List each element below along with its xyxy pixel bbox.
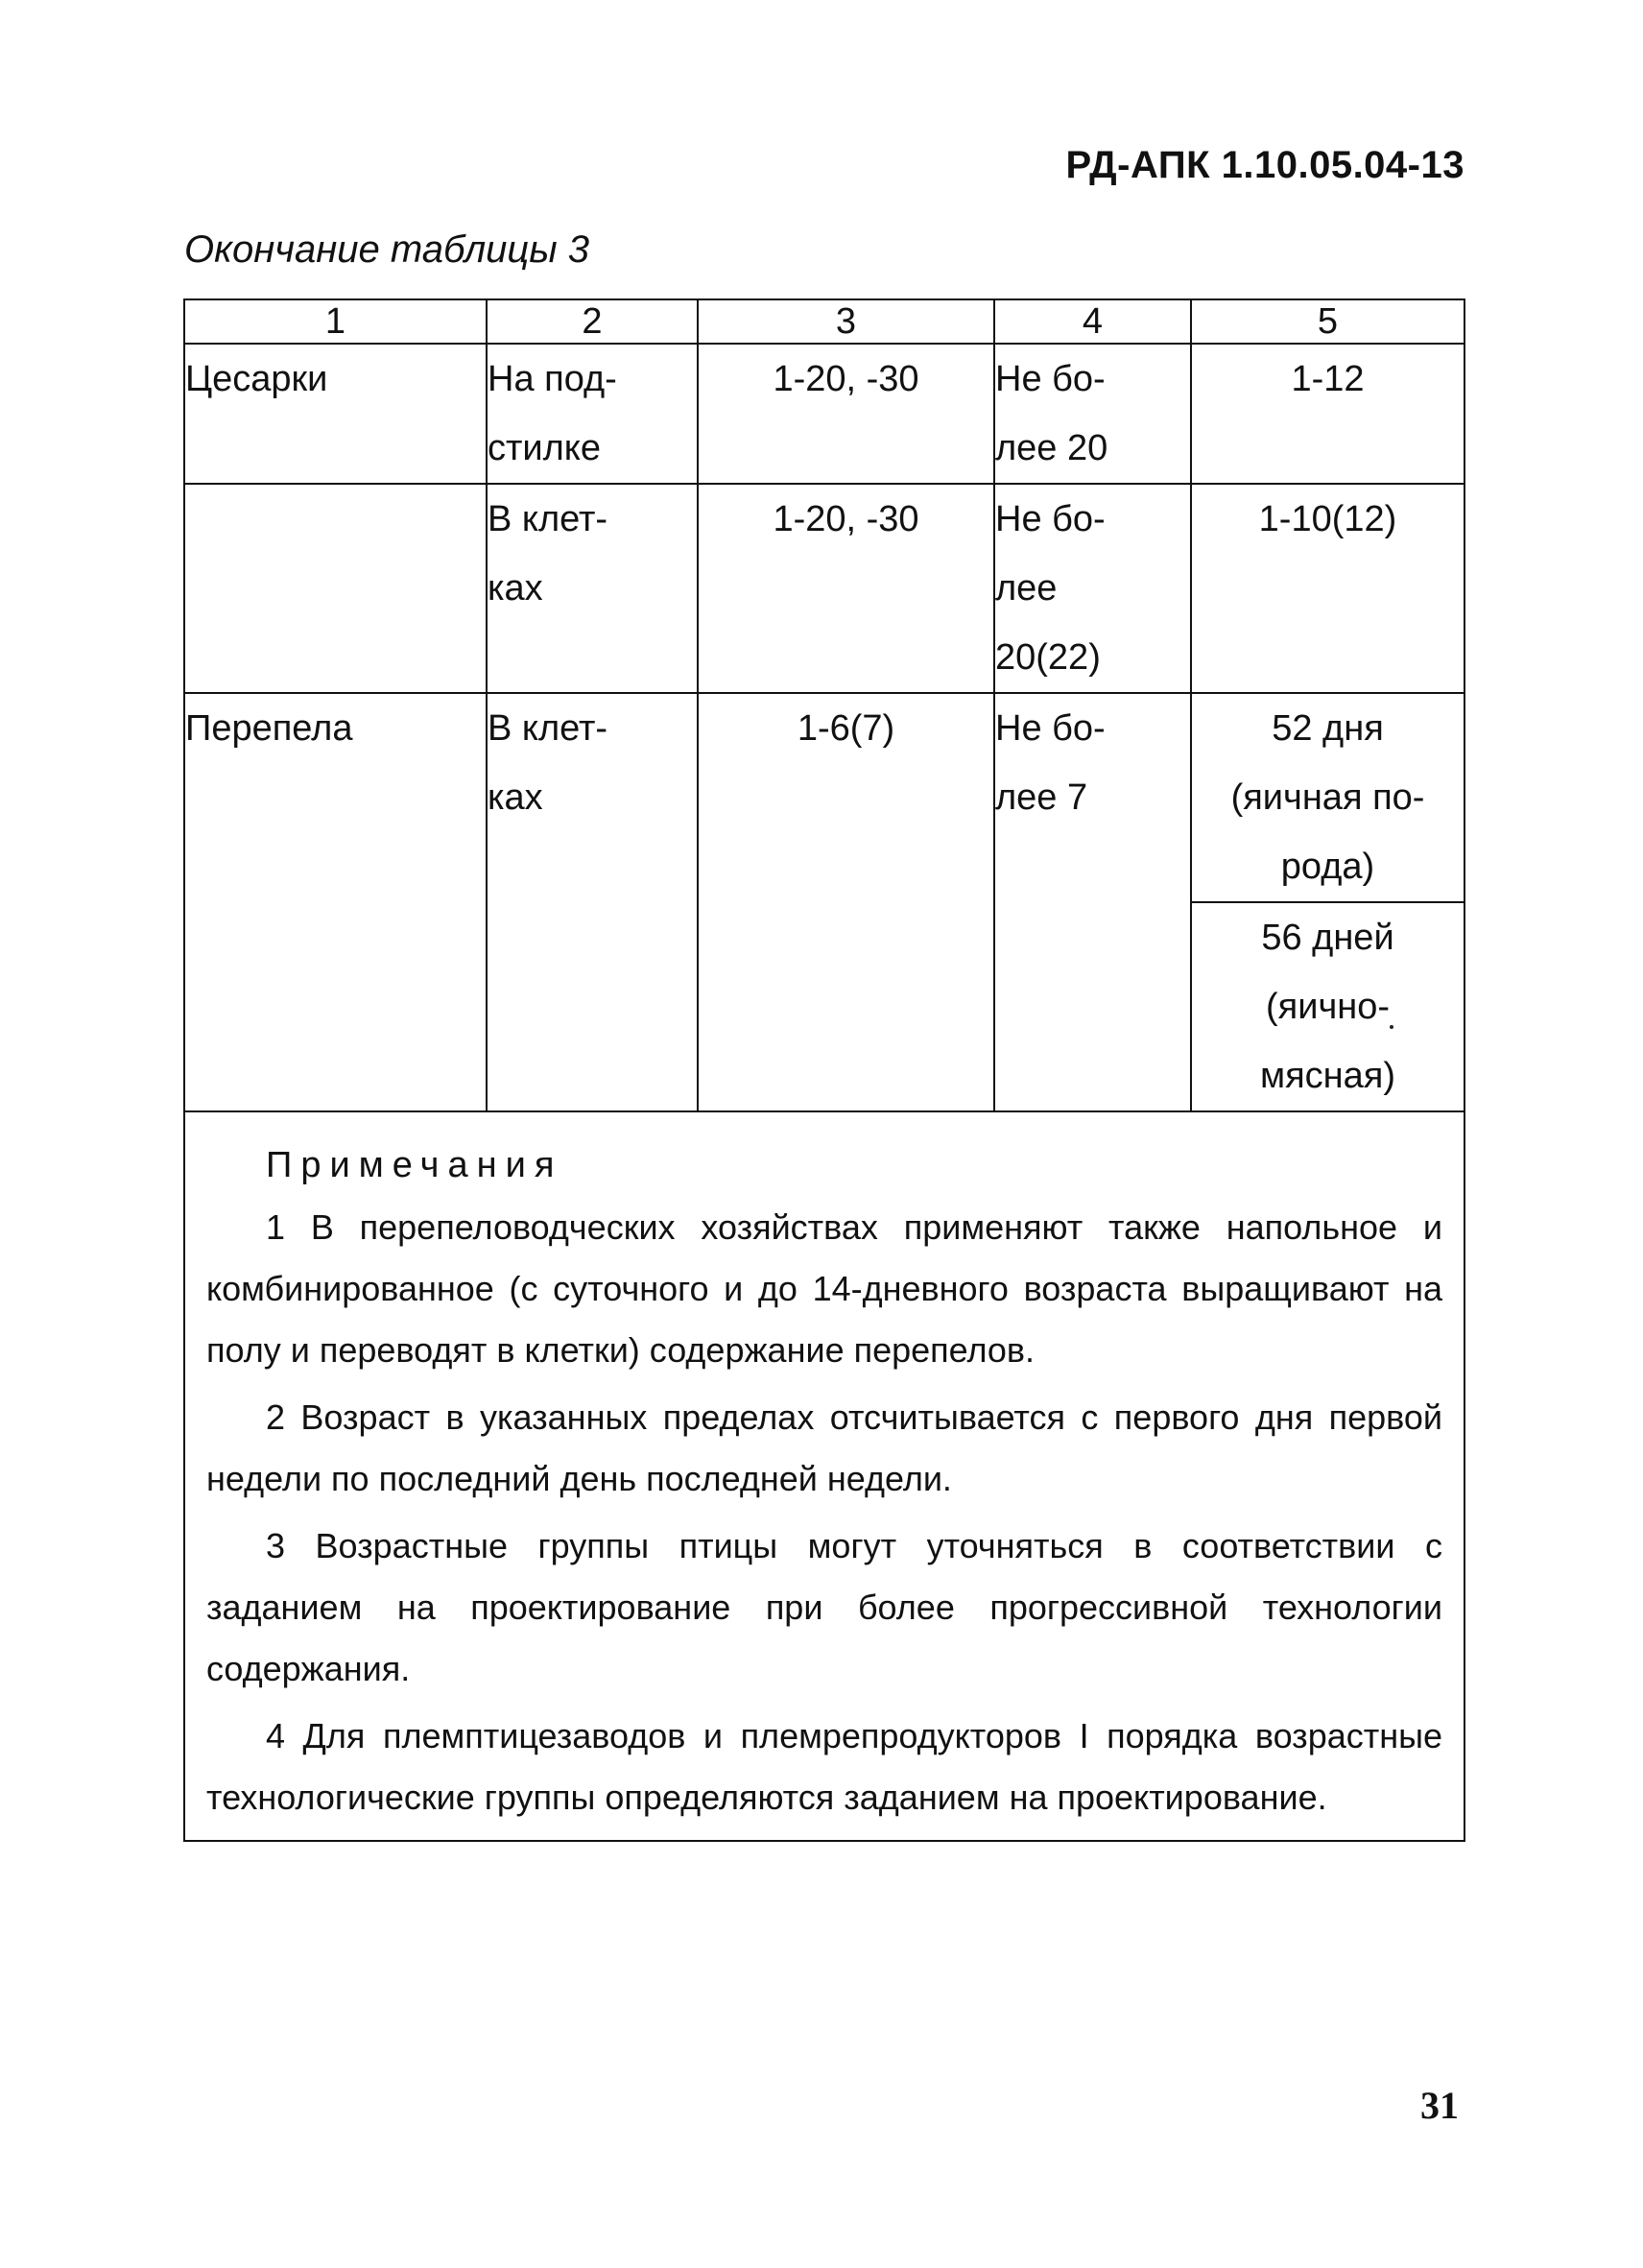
scan-speck	[1390, 1025, 1393, 1029]
bird-type-cell: Цесарки	[184, 344, 487, 484]
table-row	[184, 484, 1464, 693]
table-header-row	[184, 299, 1464, 344]
age-cell: 1-20, -30	[698, 344, 994, 484]
page-number: 31	[1420, 2084, 1459, 2127]
data-table	[183, 298, 1465, 1842]
table-caption: Окончание таблицы 3	[184, 228, 590, 271]
notes-title: Примечания	[266, 1145, 563, 1185]
note-item: 1 В перепеловодческих хозяйствах применяют также напольное и комбинированное (с суточного и до 14-дневного возраста выращивают на полу и переводят в клетки) содержание перепелов.	[206, 1207, 1442, 1370]
value-cell: 1-12	[1191, 344, 1464, 484]
value-cell-egg-breed: 52 дня (яичная по- рода)	[1191, 693, 1464, 902]
limit-cell: Не бо- лее 7	[994, 693, 1191, 1111]
table-row	[184, 693, 1464, 902]
housing-cell: В клет- ках	[487, 693, 698, 1111]
column-header: 5	[1191, 299, 1464, 344]
limit-cell: Не бо- лее 20(22)	[994, 484, 1191, 693]
note-item: 4 Для племптицезаводов и племрепродукторов I порядка возрастные технологические группы определяются заданием на проектирование.	[206, 1716, 1442, 1817]
document-code: РД-АПК 1.10.05.04-13	[1065, 144, 1464, 186]
housing-cell: На под- стилке	[487, 344, 698, 484]
housing-cell: В клет- ках	[487, 484, 698, 693]
age-cell: 1-6(7)	[698, 693, 994, 1111]
limit-cell: Не бо- лее 20	[994, 344, 1191, 484]
value-cell: 1-10(12)	[1191, 484, 1464, 693]
age-cell: 1-20, -30	[698, 484, 994, 693]
column-header: 4	[994, 299, 1191, 344]
notes-row	[184, 1111, 1464, 1841]
bird-type-cell: Перепела	[184, 693, 487, 1111]
column-header: 2	[487, 299, 698, 344]
bird-type-cell	[184, 484, 487, 693]
column-header: 3	[698, 299, 994, 344]
table-row	[184, 344, 1464, 484]
column-header: 1	[184, 299, 487, 344]
value-cell-egg-meat: 56 дней (яично- мясная)	[1191, 902, 1464, 1111]
note-item: 3 Возрастные группы птицы могут уточняться в соответствии с заданием на проектирование при более прогрессивной технологии содержания.	[206, 1526, 1442, 1688]
note-item: 2 Возраст в указанных пределах отсчитывается с первого дня первой недели по последний день последней недели.	[206, 1397, 1442, 1498]
notes-cell	[184, 1111, 1464, 1841]
